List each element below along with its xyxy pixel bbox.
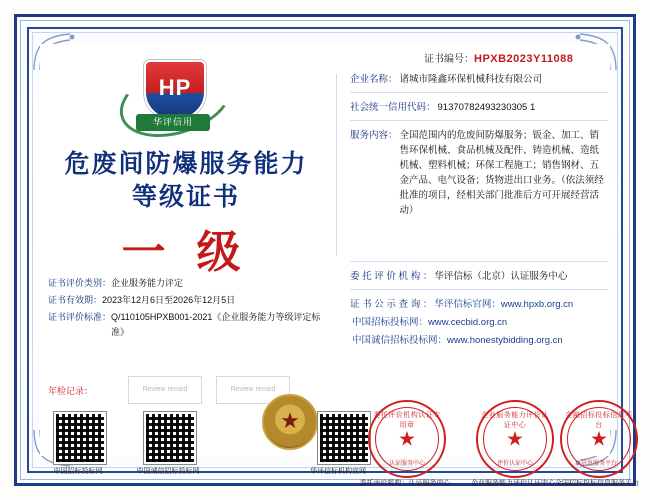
- qr-code[interactable]: [318, 412, 370, 464]
- info-label: 社会统一信用代码：: [350, 102, 436, 113]
- info-label: 企业名称：: [350, 74, 398, 85]
- left-column: [40, 44, 332, 344]
- info-value: 华评信标（北京）认证服务中心: [434, 271, 568, 282]
- certificate-content: [40, 44, 639, 487]
- info-row: [350, 297, 608, 312]
- certificate-number-label: 证书编号：: [424, 54, 474, 65]
- info-label: 委 托 评 价 机 构 ：: [350, 271, 433, 282]
- detail-value: 2023年12月6日至2026年12月5日: [102, 295, 236, 305]
- seal-caption: 委托评价机构：认证服务中心: [359, 480, 451, 487]
- info-row: [350, 128, 608, 218]
- official-seal: [560, 400, 638, 478]
- info-label: 证 书 公 示 查 询 ：: [350, 299, 433, 310]
- row-separator: [350, 120, 608, 121]
- recheck-box: Review record: [216, 376, 290, 404]
- seal-star-icon: ★: [590, 428, 608, 451]
- detail-label: 证书评价标准：: [48, 312, 112, 322]
- info-value[interactable]: 华评信标官网：www.hpxb.org.cn: [434, 299, 574, 310]
- recheck-label: 年检记录：: [48, 386, 94, 396]
- qr-caption: 中国诚信招标投标网: [136, 468, 200, 475]
- info-value: 诸城市隆鑫环保机械科技有限公司: [399, 74, 543, 85]
- seal-caption: 企业服务能力评价认证中心: [471, 480, 555, 487]
- detail-row: [48, 310, 328, 340]
- qr-caption: 华评信标机构官网: [310, 468, 366, 475]
- certificate-number-value: HPXB2023Y11088: [474, 53, 574, 65]
- qr-code[interactable]: [54, 412, 106, 464]
- seal-caption: 全国招标投标信息服务平台: [555, 480, 639, 487]
- organization-logo: [118, 60, 228, 138]
- detail-label: 证书评价类别：: [48, 278, 112, 288]
- info-row: [350, 100, 608, 115]
- seal-arc-text: 委托评价机构认证专用章: [373, 412, 441, 429]
- seal-bottom-text: 评价认证中心: [496, 461, 533, 467]
- left-detail-rows: [48, 276, 328, 342]
- detail-row: [48, 276, 328, 291]
- info-value: 全国范围内的危废间防爆服务；钣金、加工、销售环保机械、食品机械及配件、铸造机械、造纸机械、塑料机械；环保工程施工；销售钢材、五金产品、电气设备；货物进出口业务。（依法须经批准的项目，经相关部门批准后方可开展经营活动）: [399, 130, 604, 216]
- footer-strip: [48, 340, 639, 487]
- emblem-star-icon: ★: [280, 407, 300, 433]
- official-seal: [368, 400, 446, 478]
- row-separator: [350, 289, 608, 290]
- detail-value: Q/110105HPXB001-2021《企业服务能力等级评定标准》: [111, 312, 321, 337]
- certificate-title-line2: 等级证书: [131, 184, 240, 211]
- evaluation-info-block: [350, 256, 608, 351]
- detail-value: 企业服务能力评定: [111, 278, 184, 288]
- certificate-title-line1: 危废间防爆服务能力: [64, 151, 308, 178]
- row-separator: [350, 261, 608, 262]
- qr-code[interactable]: [144, 412, 196, 464]
- info-value[interactable]: 中国招标投标网：www.cecbid.org.cn: [352, 317, 508, 328]
- info-value[interactable]: 中国诚信招标投标网：www.honestybidding.org.cn: [352, 335, 563, 346]
- shield-icon: [144, 60, 206, 120]
- info-value: 91370782493230305 1: [437, 102, 536, 113]
- seal-bottom-text: 信息服务平台: [580, 461, 617, 467]
- recheck-box: Review record: [128, 376, 202, 404]
- qr-caption: 中国招标投标网: [53, 468, 103, 475]
- info-label: 服务内容：: [350, 130, 398, 141]
- national-emblem-icon: [262, 394, 318, 450]
- logo-mark-text: HP: [158, 75, 192, 100]
- certificate-number: [424, 50, 573, 65]
- column-divider: [336, 74, 337, 256]
- seal-arc-text: 金融招标投标信息平台: [565, 412, 633, 429]
- certificate-grade: 一 级: [121, 228, 251, 277]
- info-row: [350, 315, 608, 330]
- seal-arc-text: 企业服务能力评价认证中心: [481, 412, 549, 429]
- seal-star-icon: ★: [398, 428, 416, 451]
- info-row: [350, 72, 608, 87]
- official-seal: [476, 400, 554, 478]
- logo-ribbon-text: 华评信用: [136, 114, 210, 131]
- detail-row: [48, 293, 328, 308]
- company-info-block: [350, 72, 608, 221]
- seal-star-icon: ★: [506, 428, 524, 451]
- info-row: [350, 269, 608, 284]
- detail-label: 证书有效期：: [48, 295, 103, 305]
- row-separator: [350, 92, 608, 93]
- seal-bottom-text: 认证服务中心: [388, 461, 425, 467]
